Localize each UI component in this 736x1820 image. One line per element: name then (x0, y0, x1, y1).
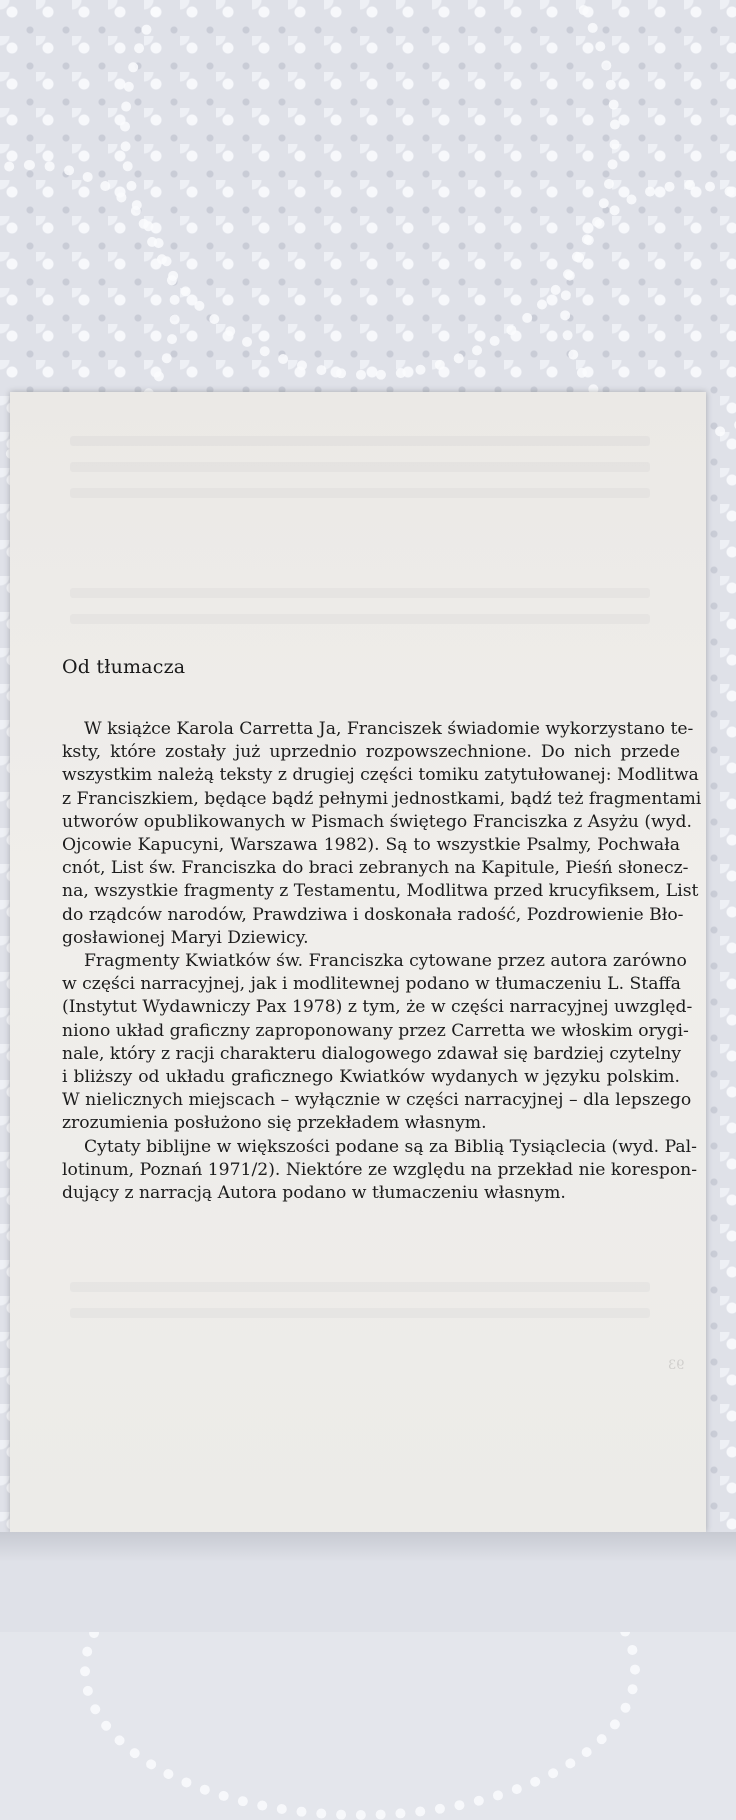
text-line: Ojcowie Kapucyni, Warszawa 1982). Są to wszystkie Psalmy, Pochwała (62, 835, 680, 856)
show-through-text (70, 1282, 650, 1292)
text-line: z Franciszkiem, będące bądź pełnymi jednostkami, bądź też fragmentami (62, 788, 702, 809)
show-through-text (70, 436, 650, 446)
text-line: zrozumienia posłużono się przekładem własnym. (62, 1113, 487, 1134)
text-line: wszystkim należą teksty z drugiej części tomiku zatytułowanej: Modlitwa (62, 765, 699, 786)
page-number-mirrored: 93 (668, 1358, 685, 1373)
paragraph-2 (62, 950, 693, 1136)
body-text (62, 718, 702, 1205)
show-through-text (70, 588, 650, 598)
text-line: dujący z narracją Autora podano w tłumaczeniu własnym. (62, 1183, 566, 1204)
text-line: lotinum, Poznań 1971/2). Niektóre ze względu na przekład nie korespon- (62, 1159, 698, 1180)
text-line: utworów opublikowanych w Pismach świętego Franciszka z Asyżu (wyd. (62, 811, 692, 832)
text-line: na, wszystkie fragmenty z Testamentu, Modlitwa przed krucyfiksem, List (62, 881, 699, 902)
paragraph-1 (62, 718, 702, 950)
show-through-text (70, 1308, 650, 1318)
text-line: Fragmenty Kwiatków św. Franciszka cytowane przez autora zarówno (84, 951, 687, 972)
show-through-text (70, 462, 650, 472)
table-surface (0, 1532, 736, 1632)
text-line: cnót, List św. Franciszka do braci zebranych na Kapitule, Pieśń słonecz- (62, 858, 689, 879)
show-through-text (70, 488, 650, 498)
text-line: (Instytut Wydawniczy Pax 1978) z tym, że w części narracyjnej uwzględ- (62, 997, 693, 1018)
text-line: W książce Karola Carretta Ja, Franciszek świadomie wykorzystano te- (84, 719, 694, 739)
text-line: niono układ graficzny zaproponowany przez Carretta we włoskim orygi- (62, 1020, 689, 1041)
show-through-text (70, 614, 650, 624)
text-line: nale, który z racji charakteru dialogowego zdawał się bardziej czytelny (62, 1043, 682, 1064)
section-heading: Od tłumacza (62, 656, 186, 678)
text-line: W nielicznych miejscach – wyłącznie w części narracyjnej – dla lepszego (62, 1090, 692, 1111)
text-line: do rządców narodów, Prawdziwa i doskonała radość, Pozdrowienie Bło- (62, 904, 684, 925)
text-line: gosławionej Maryi Dziewicy. (62, 927, 309, 948)
text-line: w części narracyjnej, jak i modlitewnej podano w tłumaczeniu L. Staffa (62, 974, 681, 995)
text-line: Cytaty biblijne w większości podane są za Biblią Tysiąclecia (wyd. Pal- (84, 1136, 697, 1157)
paragraph-3 (62, 1136, 698, 1206)
text-line: i bliższy od układu graficznego Kwiatków wydanych w języku polskim. (62, 1067, 680, 1088)
text-line: ksty, które zostały już uprzednio rozpowszechnione. Do nich przede (62, 742, 680, 763)
